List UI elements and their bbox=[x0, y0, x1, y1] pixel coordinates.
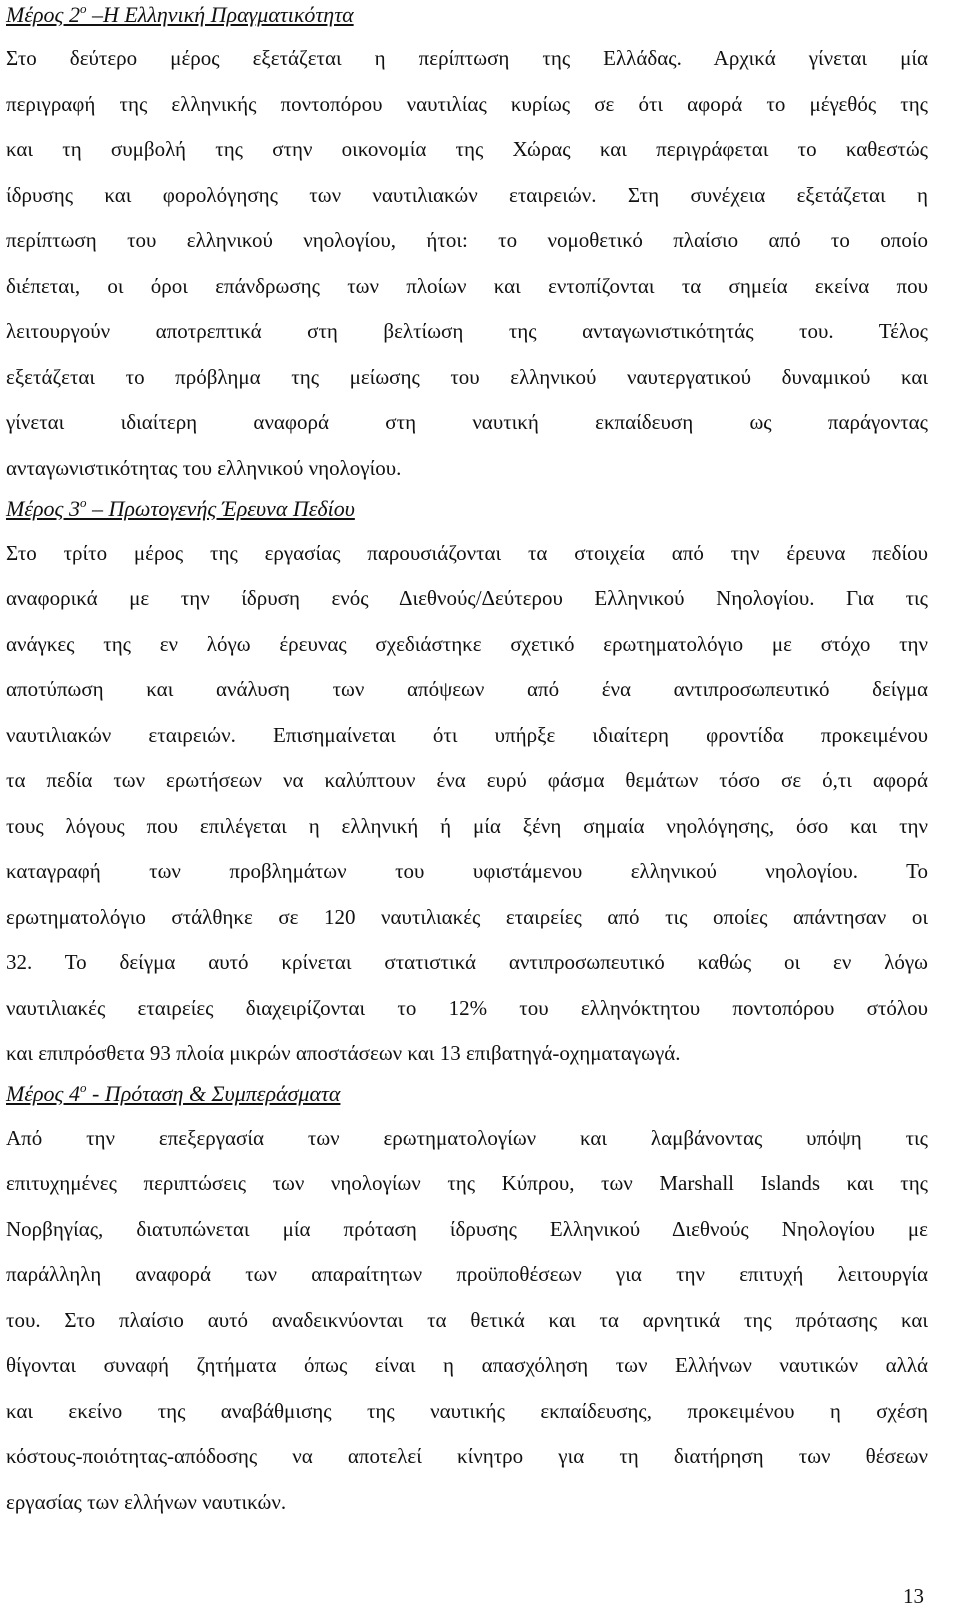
section-4-line-9: εργασίας των ελλήνων ναυτικών. bbox=[6, 1490, 287, 1514]
section-3-line-12: και επιπρόσθετα 93 πλοία μικρών αποστάσεων και 13 επιβατηγά-οχηματαγωγά. bbox=[6, 1041, 681, 1065]
section-4-line-5: του. Στο πλαίσιο αυτό αναδεικνύονται τα θετικά και τα αρνητικά της πρότασης και bbox=[6, 1308, 928, 1332]
section-3-line-4: αποτύπωση και ανάλυση των απόψεων από ένα αντιπροσωπευτικό δείγμα bbox=[6, 677, 928, 701]
section-2-line-7: λειτουργούν αποτρεπτικά στη βελτίωση της ανταγωνιστικότητάς του. Τέλος bbox=[6, 319, 928, 343]
section-3-line-2: αναφορικά με την ίδρυση ενός Διεθνούς/Δεύτερου Ελληνικού Νηολογίου. Για τις bbox=[6, 586, 928, 610]
section-3-heading-prefix: Μέρος 3 bbox=[6, 496, 80, 521]
section-3-line-8: καταγραφή των προβλημάτων του υφιστάμενου ελληνικού νηολογίου. Το bbox=[6, 859, 928, 883]
section-2-heading bbox=[6, 2, 354, 28]
section-3-heading-superscript: ο bbox=[79, 495, 87, 510]
section-2-line-8: εξετάζεται το πρόβλημα της μείωσης του ελληνικού ναυτεργατικού δυναμικού και bbox=[6, 365, 928, 389]
section-2-line-1: Στο δεύτερο μέρος εξετάζεται η περίπτωση της Ελλάδας. Αρχικά γίνεται μία bbox=[6, 46, 928, 70]
section-2-line-3: και τη συμβολή της στην οικονομία της Χώρας και περιγράφεται το καθεστώς bbox=[6, 137, 928, 161]
section-4-line-1: Από την επεξεργασία των ερωτηματολογίων και λαμβάνοντας υπόψη τις bbox=[6, 1126, 928, 1150]
section-3-heading-title: – Πρωτογενής Έρευνα Πεδίου bbox=[86, 496, 355, 521]
section-2-heading-title: –Η Ελληνική Πραγματικότητα bbox=[86, 2, 354, 27]
section-3-line-5: ναυτιλιακών εταιρειών. Επισημαίνεται ότι υπήρξε ιδιαίτερη φροντίδα προκειμένου bbox=[6, 723, 928, 747]
section-3-line-1: Στο τρίτο μέρος της εργασίας παρουσιάζονται τα στοιχεία από την έρευνα πεδίου bbox=[6, 541, 928, 565]
section-4-line-7: και εκείνο της αναβάθμισης της ναυτικής εκπαίδευσης, προκειμένου η σχέση bbox=[6, 1399, 928, 1423]
section-4-line-6: θίγονται συναφή ζητήματα όπως είναι η απασχόληση των Ελλήνων ναυτικών αλλά bbox=[6, 1353, 928, 1377]
page-number: 13 bbox=[903, 1584, 924, 1608]
section-3-line-3: ανάγκες της εν λόγω έρευνας σχεδιάστηκε σχετικό ερωτηματολόγιο με στόχο την bbox=[6, 632, 928, 656]
section-3-line-6: τα πεδία των ερωτήσεων να καλύπτουν ένα ευρύ φάσμα θεμάτων τόσο σε ό,τι αφορά bbox=[6, 768, 928, 792]
section-3-line-9: ερωτηματολόγιο στάλθηκε σε 120 ναυτιλιακές εταιρείες από τις οποίες απάντησαν οι bbox=[6, 905, 928, 929]
section-3-heading bbox=[6, 496, 355, 522]
section-2-line-10: ανταγωνιστικότητας του ελληνικού νηολογίου. bbox=[6, 456, 402, 480]
section-4-line-4: παράλληλη αναφορά των απαραίτητων προϋποθέσεων για την επιτυχή λειτουργία bbox=[6, 1262, 928, 1286]
section-2-heading-superscript: ο bbox=[79, 1, 87, 16]
section-4-heading-superscript: ο bbox=[79, 1080, 87, 1095]
section-2-line-9: γίνεται ιδιαίτερη αναφορά στη ναυτική εκπαίδευση ως παράγοντας bbox=[6, 410, 928, 434]
section-2-line-4: ίδρυσης και φορολόγησης των ναυτιλιακών εταιρειών. Στη συνέχεια εξετάζεται η bbox=[6, 183, 928, 207]
section-4-line-8: κόστους-ποιότητας-απόδοσης να αποτελεί κίνητρο για τη διατήρηση των θέσεων bbox=[6, 1444, 928, 1468]
section-4-heading-prefix: Μέρος 4 bbox=[6, 1081, 80, 1106]
section-2-heading-prefix: Μέρος 2 bbox=[6, 2, 80, 27]
section-4-line-3: Νορβηγίας, διατυπώνεται μία πρόταση ίδρυσης Ελληνικού Διεθνούς Νηολογίου με bbox=[6, 1217, 928, 1241]
section-4-line-2: επιτυχημένες περιπτώσεις των νηολογίων της Κύπρου, των Marshall Islands και της bbox=[6, 1171, 928, 1195]
section-4-heading bbox=[6, 1081, 340, 1107]
section-2-line-5: περίπτωση του ελληνικού νηολογίου, ήτοι: το νομοθετικό πλαίσιο από το οποίο bbox=[6, 228, 928, 252]
section-2-line-2: περιγραφή της ελληνικής ποντοπόρου ναυτιλίας κυρίως σε ότι αφορά το μέγεθός της bbox=[6, 92, 928, 116]
section-3-line-10: 32. Το δείγμα αυτό κρίνεται στατιστικά αντιπροσωπευτικό καθώς οι εν λόγω bbox=[6, 950, 928, 974]
section-4-heading-title: - Πρόταση & Συμπεράσματα bbox=[86, 1081, 341, 1106]
section-3-line-11: ναυτιλιακές εταιρείες διαχειρίζονται το 12% του ελληνόκτητου ποντοπόρου στόλου bbox=[6, 996, 928, 1020]
section-2-line-6: διέπεται, οι όροι επάνδρωσης των πλοίων και εντοπίζονται τα σημεία εκείνα που bbox=[6, 274, 928, 298]
section-3-line-7: τους λόγους που επιλέγεται η ελληνική ή μία ξένη σημαία νηολόγησης, όσο και την bbox=[6, 814, 928, 838]
